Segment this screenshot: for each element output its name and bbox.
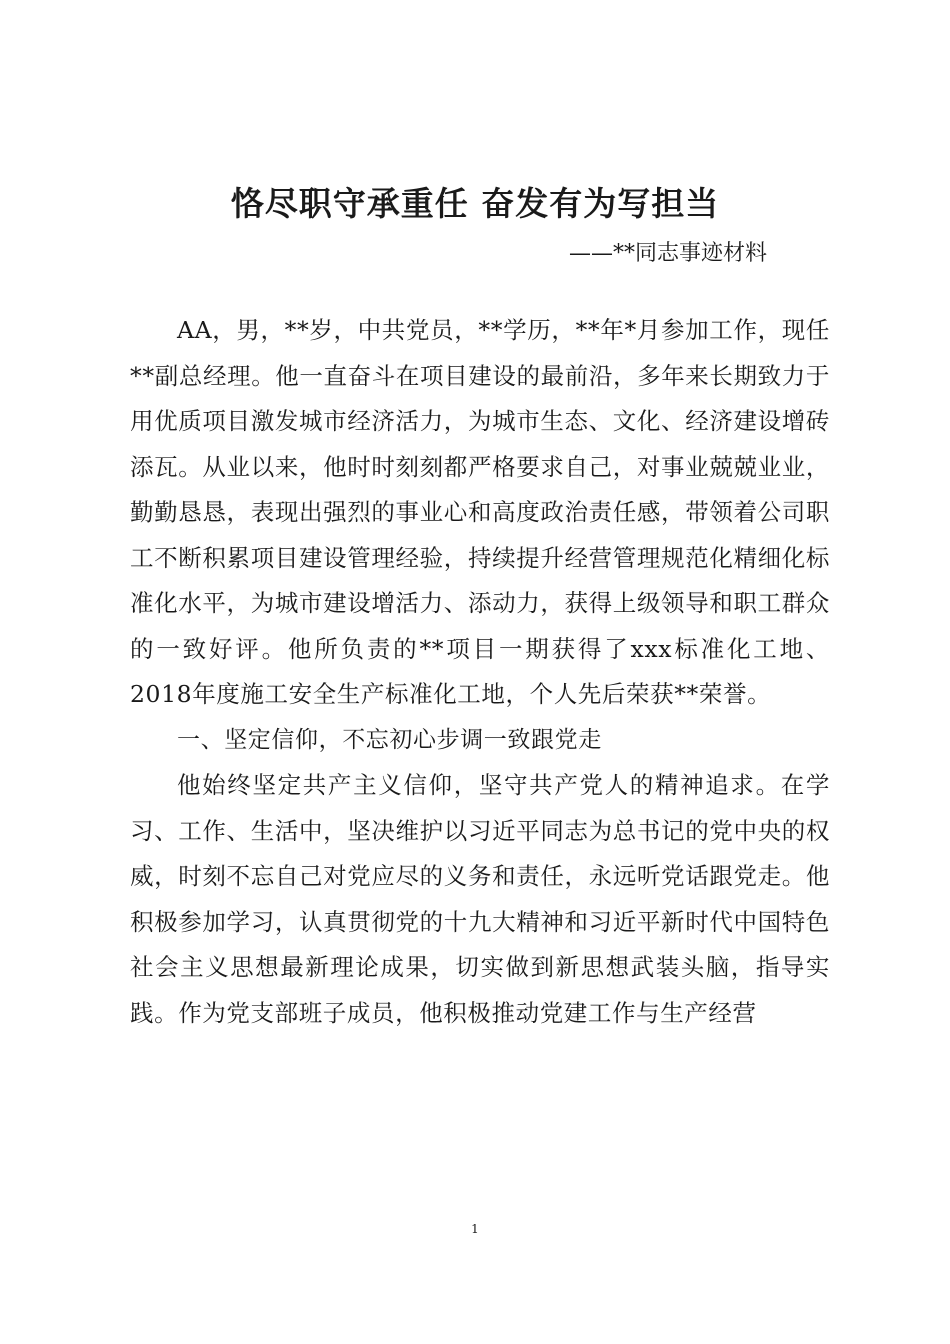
section-paragraph: 他始终坚定共产主义信仰，坚守共产党人的精神追求。在学习、工作、生活中，坚决维护以习近平同志为总书记的党中央的权威，时刻不忘自己对党应尽的义务和责任，永远听党话跟党走。他积极参加学习，认真贯彻党的十九大精神和习近平新时代中国特色社会主义思想最新理论成果，切实做到新思想武装头脑，指导实践。作为党支部班子成员，他积极推动党建工作与生产经营: [130, 771, 830, 1027]
document-title: 恪尽职守承重任 奋发有为写担当: [230, 184, 720, 223]
page-number: 1: [471, 1222, 479, 1236]
document-body: [130, 308, 830, 1036]
document-subtitle: ——**同志事迹材料: [568, 241, 767, 266]
section-heading: 一、坚定信仰，不忘初心步调一致跟党走: [177, 726, 602, 753]
intro-paragraph: AA，男，**岁，中共党员，**学历，**年*月参加工作，现任**副总经理。他一直奋斗在项目建设的最前沿，多年来长期致力于用优质项目激发城市经济活力，为城市生态、文化、经济建设增砖添瓦。从业以来，他时时刻刻都严格要求自己，对事业兢兢业业，勤勤恳恳，表现出强烈的事业心和高度政治责任感，带领着公司职工不断积累项目建设管理经验，持续提升经营管理规范化精细化标准化水平，为城市建设增活力、添动力，获得上级领导和职工群众的一致好评。他所负责的**项目一期获得了xxx标准化工地、2018年度施工安全生产标准化工地，个人先后荣获**荣誉。: [130, 316, 830, 708]
